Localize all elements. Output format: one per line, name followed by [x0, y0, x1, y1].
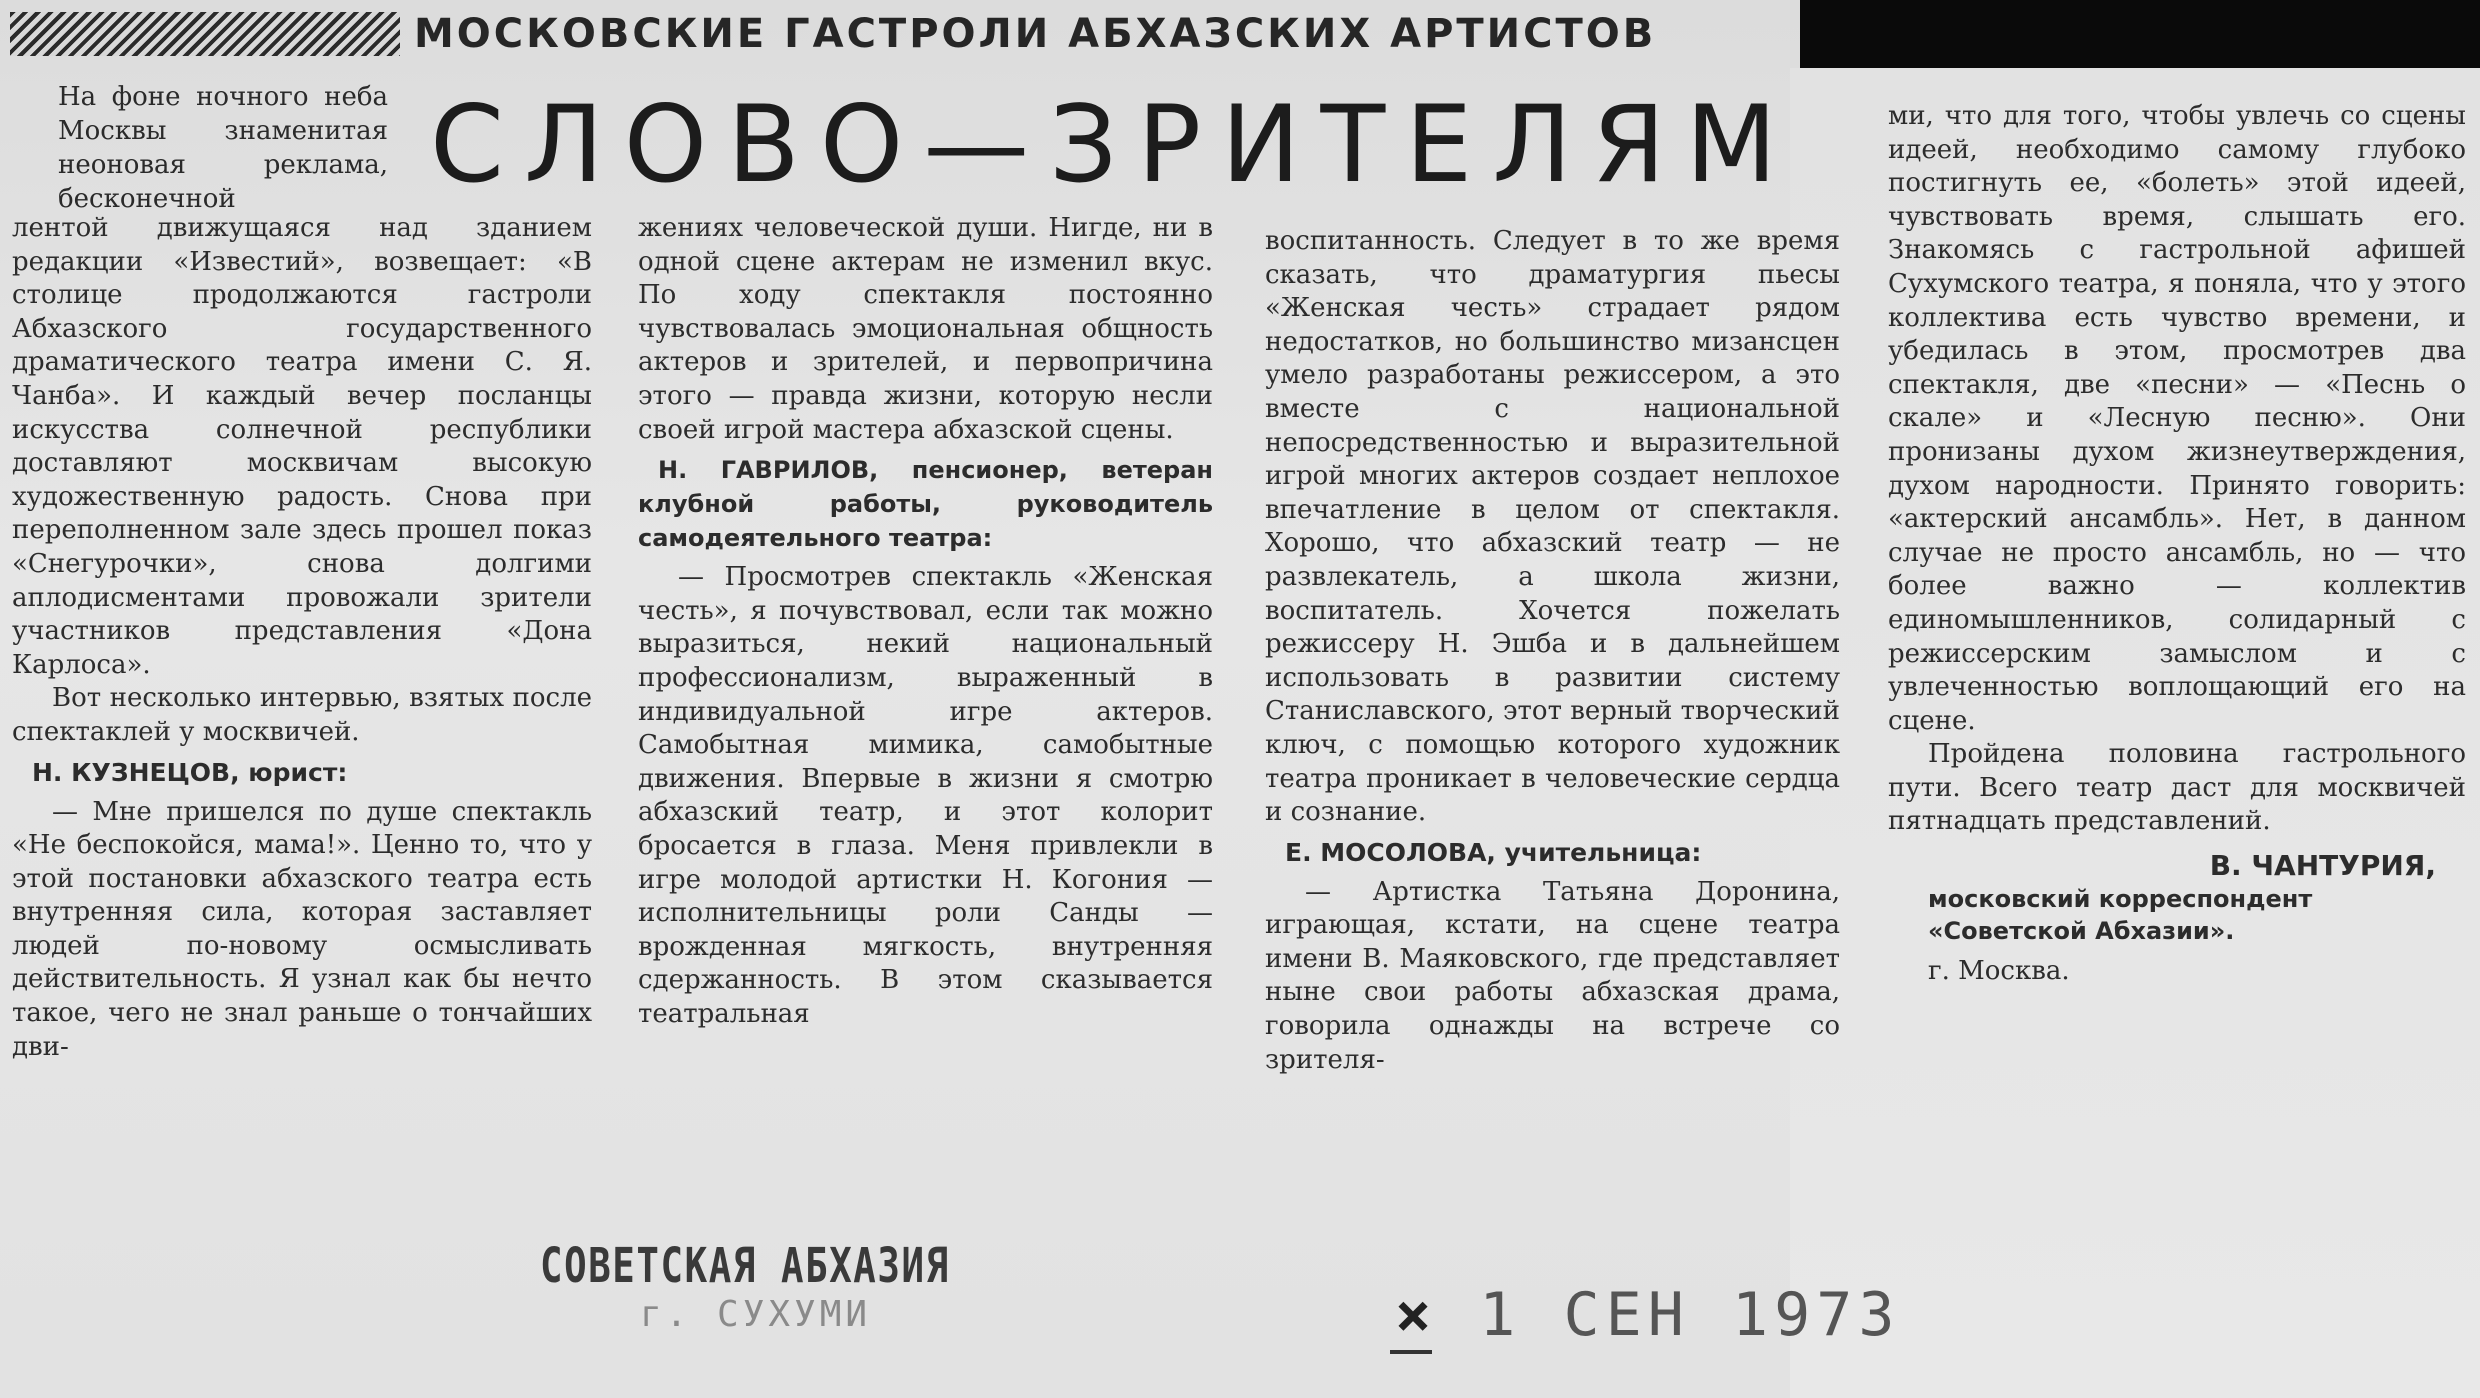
column-4 — [1888, 100, 2466, 988]
interviewee-mosolova: Е. МОСОЛОВА, учительница: — [1285, 837, 1702, 867]
hatched-ornament — [10, 12, 400, 56]
author-signature: В. ЧАНТУРИЯ, — [2209, 849, 2436, 883]
date-stamp-mark: × — [1395, 1280, 1438, 1350]
stamp-newspaper-name: СОВЕТСКАЯ АБХАЗИЯ — [540, 1238, 950, 1294]
author-title-line-1: московский корреспондент — [1928, 884, 2313, 913]
author-title-line-2: «Советской Абхазии». — [1928, 916, 2235, 945]
paragraph: Пройдена половина гастрольного пути. Всего театр даст для москвичей пятнадцать представлений. — [1888, 739, 2466, 837]
dateline-city: г. Москва. — [1928, 955, 2070, 986]
article-headline: СЛОВО—ЗРИТЕЛЯМ — [430, 83, 1798, 206]
paragraph: — Просмотрев спектакль «Женская честь», я почувствовал, если так можно выразиться, некий национальный профессионализм, выраженный в индивидуальной игре актеров. Самобытная мимика, самобытные движения. Впервые в жизни я смотрю абхазский театр, и этот колорит бросается в глаза. Меня привлекли в игре молодой артистки Н. Когония — исполнительницы роли Санды — врожденная мягкость, внутренняя сдержанность. В этом сказывается театральная — [638, 562, 1213, 1029]
paragraph: жениях человеческой души. Нигде, ни в одной сцене актерам не изменил вкус. По ходу спектакля постоянно чувствовалась эмоциональная общность актеров и зрителей, и первопричина этого — правда жизни, которую несли своей игрой мастера абхазской сцены. — [638, 213, 1213, 445]
intro-paragraph: лентой движущаяся над зданием редакции «Известий», возвещает: «В столице продолжаются гастроли Абхазского государственного драматического театра имени С. Я. Чанба». И каждый вечер посланцы искусства солнечной республики доставляют москвичам высокую художественную радость. Снова при переполненном зале здесь прошел показ «Снегурочки», снова долгими аплодисментами провожали зрители участников представления «Дона Карлоса». — [12, 213, 592, 680]
date-stamp-underline — [1390, 1350, 1432, 1354]
interviewee-kuznetsov: Н. КУЗНЕЦОВ, юрист: — [32, 757, 348, 787]
paragraph: Вот несколько интервью, взятых после спектаклей у москвичей. — [12, 683, 592, 747]
paragraph: воспитанность. Следует в то же время сказать, что драматургия пьесы «Женская честь» страдает рядом недостатков, но большинство мизансцен умело разработаны режиссером, а это вместе с национальной непосредственностью и выразительной игрой многих актеров создает неплохое впечатление в целом от спектакля. Хорошо, что абхазский театр — не развлекатель, а школа жизни, воспитатель. Хочется пожелать режиссеру Н. Эшба и в дальнейшем использовать в развитии систему Станиславского, этот верный творческий ключ, с помощью которого художник театра проникает в человеческие сердца и сознание. — [1265, 226, 1840, 828]
column-2 — [638, 212, 1213, 1031]
newspaper-stamp — [540, 1238, 1020, 1335]
date-stamp — [1395, 1280, 1900, 1350]
date-stamp-value: 1 СЕН 1973 — [1479, 1280, 1901, 1350]
interviewee-gavrilov: Н. ГАВРИЛОВ, пенсионер, ветеран клубной работы, руководитель самодеятельного театра: — [638, 456, 1213, 553]
column-3 — [1265, 225, 1840, 1077]
stamp-city: г. СУХУМИ — [640, 1294, 872, 1335]
rubric-title: МОСКОВСКИЕ ГАСТРОЛИ АБХАЗСКИХ АРТИСТОВ — [414, 11, 1657, 57]
rubric-band — [10, 6, 1700, 62]
paragraph: — Артистка Татьяна Доронина, играющая, кстати, на сцене театра имени В. Маяковского, где представляет ныне свои работы абхазская драма, говорила однажды на встрече со зрителя- — [1265, 876, 1840, 1075]
lead-paragraph: На фоне ночного неба Москвы знаменитая неоновая реклама, бесконечной — [58, 82, 388, 214]
column-1 — [12, 212, 592, 1064]
paragraph: — Мне пришелся по душе спектакль «Не беспокойся, мама!». Ценно то, что у этой постановки абхазского театра есть внутренняя сила, которая заставляет людей по-новому осмысливать действительность. Я узнал как бы нечто такое, чего не знал раньше о тончайших дви- — [12, 796, 592, 1062]
paragraph: ми, что для того, чтобы увлечь со сцены идеей, необходимо самому глубоко постигнуть ее, «болеть» этой идеей, чувствовать время, слышать его. Знакомясь с гастрольной афишей Сухумского театра, я поняла, что у этого коллектива есть чувство времени, и убедилась в этом, просмотрев два спектакля, две «песни» — «Песнь о скале» и «Лесную песню». Они пронизаны духом жизнеутверждения, духом народности. Принято говорить: «актерский ансамбль». Нет, в данном случае не просто ансамбль, но — что более важно — коллектив единомышленников, солидарный с режиссерским замыслом и с увлеченностью воплощающий его на сцене. — [1888, 101, 2466, 736]
